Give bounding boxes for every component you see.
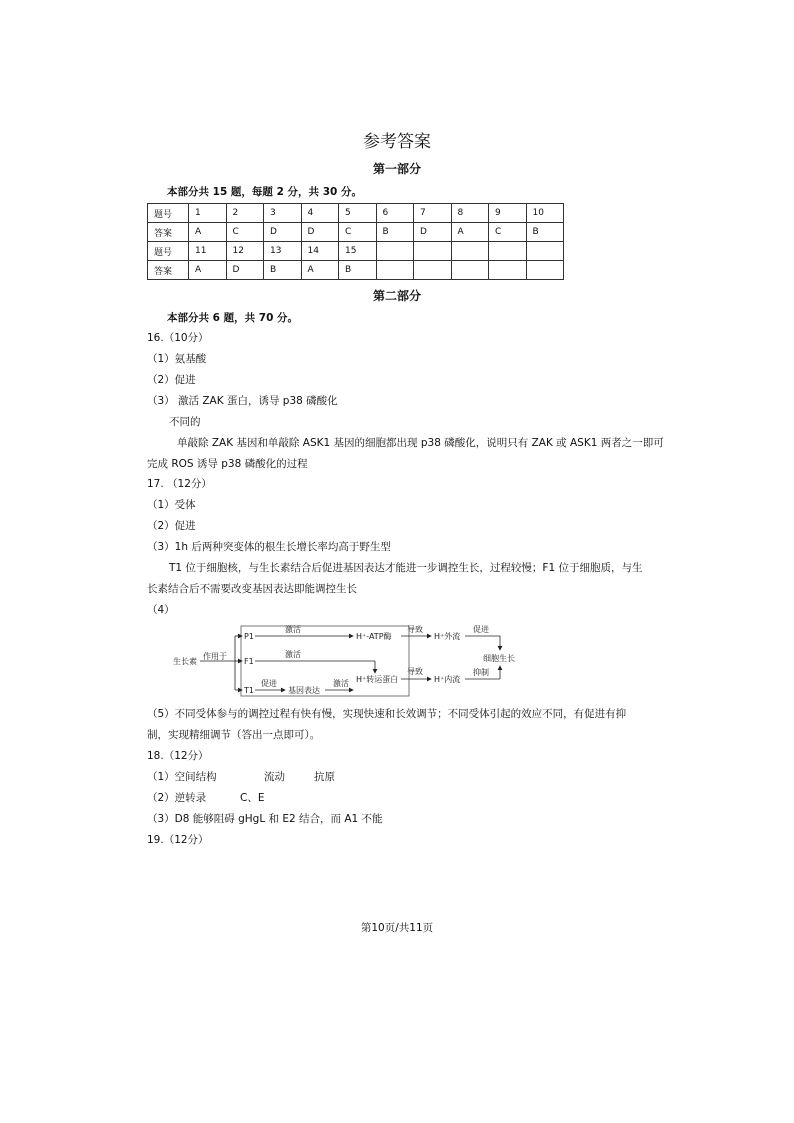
q18-a3: （3）D8 能够阻碍 gHgL 和 E2 结合，而 A1 不能	[147, 813, 383, 825]
table-cell: C	[339, 223, 377, 242]
promote-2: 促进	[473, 625, 489, 634]
table-cell: 2	[226, 204, 264, 223]
table-cell: C	[489, 223, 527, 242]
promote-1: 促进	[261, 679, 277, 688]
table-cell: A	[451, 223, 489, 242]
table-cell: 5	[339, 204, 377, 223]
q16-a2: （2）促进	[147, 374, 196, 386]
table-cell: B	[264, 261, 302, 280]
transporter-label: H⁺转运蛋白	[356, 675, 399, 684]
gene-expression: 基因表达	[288, 686, 320, 695]
q16-a3c1: 单敲除 ZAK 基因和单敲除 ASK1 基因的细胞都出现 p38 磷酸化，说明只有 ZAK 或 ASK1 两者之一即可	[177, 437, 664, 449]
q17-head: 17. （12分）	[147, 478, 212, 490]
part2-heading: 第二部分	[372, 289, 421, 303]
table-cell: 6	[376, 204, 414, 223]
q16-a3: （3） 激活 ZAK 蛋白，诱导 p38 磷酸化	[147, 395, 338, 407]
table-cell: 9	[489, 204, 527, 223]
table-cell	[489, 242, 527, 261]
inhibit-label: 抑制	[473, 668, 489, 677]
q17-a4: （4）	[147, 604, 175, 616]
efflux-label: H⁺外流	[434, 632, 461, 641]
q18-head: 18.（12分）	[147, 750, 209, 762]
table-cell: D	[264, 223, 302, 242]
table-cell: 11	[189, 242, 227, 261]
f1-label: F1	[244, 657, 254, 666]
activate-1: 激活	[285, 625, 301, 634]
activate-3: 激活	[333, 679, 349, 688]
table-cell: A	[189, 223, 227, 242]
table-cell: B	[526, 223, 564, 242]
q18-a2: （2）逆转录	[147, 792, 207, 804]
table-cell: B	[339, 261, 377, 280]
table-cell	[489, 261, 527, 280]
table-row	[148, 261, 564, 280]
q17-a3: （3）1h 后两种突变体的根生长增长率均高于野生型	[147, 541, 391, 553]
table-cell: 14	[301, 242, 339, 261]
table-cell	[414, 261, 452, 280]
q17-a3b2: 长素结合后不需要改变基因表达即能调控生长	[147, 583, 357, 595]
table-cell: 15	[339, 242, 377, 261]
table-cell: 8	[451, 204, 489, 223]
q17-a3b1: T1 位于细胞核，与生长素结合后促进基因表达才能进一步调控生长，过程较慢；F1 位于细胞质，与生	[169, 562, 643, 574]
table-row	[148, 242, 564, 261]
table-cell: D	[301, 223, 339, 242]
q17-a1: （1）受体	[147, 499, 196, 511]
q18-a1: （1）空间结构	[147, 771, 217, 783]
q17-a5a: （5）不同受体参与的调控过程有快有慢，实现快速和长效调节；不同受体引起的效应不同，有促进有抑	[147, 708, 627, 720]
table-cell	[414, 242, 452, 261]
q16-head: 16.（10分）	[147, 332, 209, 344]
q17-a5b: 制，实现精细调节（答出一点即可）。	[147, 729, 321, 741]
table-cell: A	[301, 261, 339, 280]
table-row	[148, 204, 564, 223]
table-cell: 3	[264, 204, 302, 223]
table-cell: 10	[526, 204, 564, 223]
table-cell: 13	[264, 242, 302, 261]
table-cell	[376, 261, 414, 280]
answer-table	[147, 203, 564, 280]
table-row-header: 题号	[148, 204, 189, 223]
table-cell: 4	[301, 204, 339, 223]
table-cell	[526, 261, 564, 280]
table-cell	[526, 242, 564, 261]
q18-a2b: C、E	[240, 792, 265, 804]
acts-on-label: 作用于	[203, 652, 227, 661]
t1-label: T1	[244, 686, 254, 695]
cause-2: 导致	[407, 667, 423, 676]
table-cell	[376, 242, 414, 261]
table-cell: C	[226, 223, 264, 242]
q17-a2: （2）促进	[147, 520, 196, 532]
part1-intro: 本部分共 15 题，每题 2 分，共 30 分。	[167, 186, 362, 198]
p1-label: P1	[244, 632, 254, 641]
table-cell: 1	[189, 204, 227, 223]
atpase-label: H⁺-ATP酶	[356, 632, 392, 641]
page-title: 参考答案	[363, 132, 431, 152]
cause-1: 导致	[407, 625, 423, 634]
table-row-header: 答案	[148, 261, 189, 280]
table-row-header: 题号	[148, 242, 189, 261]
cell-growth-label: 细胞生长	[483, 654, 515, 663]
table-cell: 7	[414, 204, 452, 223]
q19-head: 19.（12分）	[147, 834, 209, 846]
table-cell: B	[376, 223, 414, 242]
page-footer: 第10页/共11页	[360, 922, 434, 934]
influx-label: H⁺内流	[434, 675, 461, 684]
q16-a1: （1）氨基酸	[147, 353, 207, 365]
part2-intro: 本部分共 6 题，共 70 分。	[167, 312, 299, 324]
q16-a3c2: 完成 ROS 诱导 p38 磷酸化的过程	[147, 458, 308, 470]
auxin-pathway-diagram	[165, 620, 535, 705]
table-row	[148, 223, 564, 242]
q16-a3b: 不同的	[169, 416, 201, 428]
table-row-header: 答案	[148, 223, 189, 242]
table-cell: D	[226, 261, 264, 280]
table-cell	[451, 242, 489, 261]
q18-a1c: 抗原	[314, 771, 335, 783]
auxin-label: 生长素	[173, 657, 197, 666]
table-cell: A	[189, 261, 227, 280]
part1-heading: 第一部分	[372, 162, 421, 176]
q18-a1b: 流动	[264, 771, 285, 783]
table-cell	[451, 261, 489, 280]
activate-2: 激活	[285, 650, 301, 659]
table-cell: D	[414, 223, 452, 242]
table-cell: 12	[226, 242, 264, 261]
